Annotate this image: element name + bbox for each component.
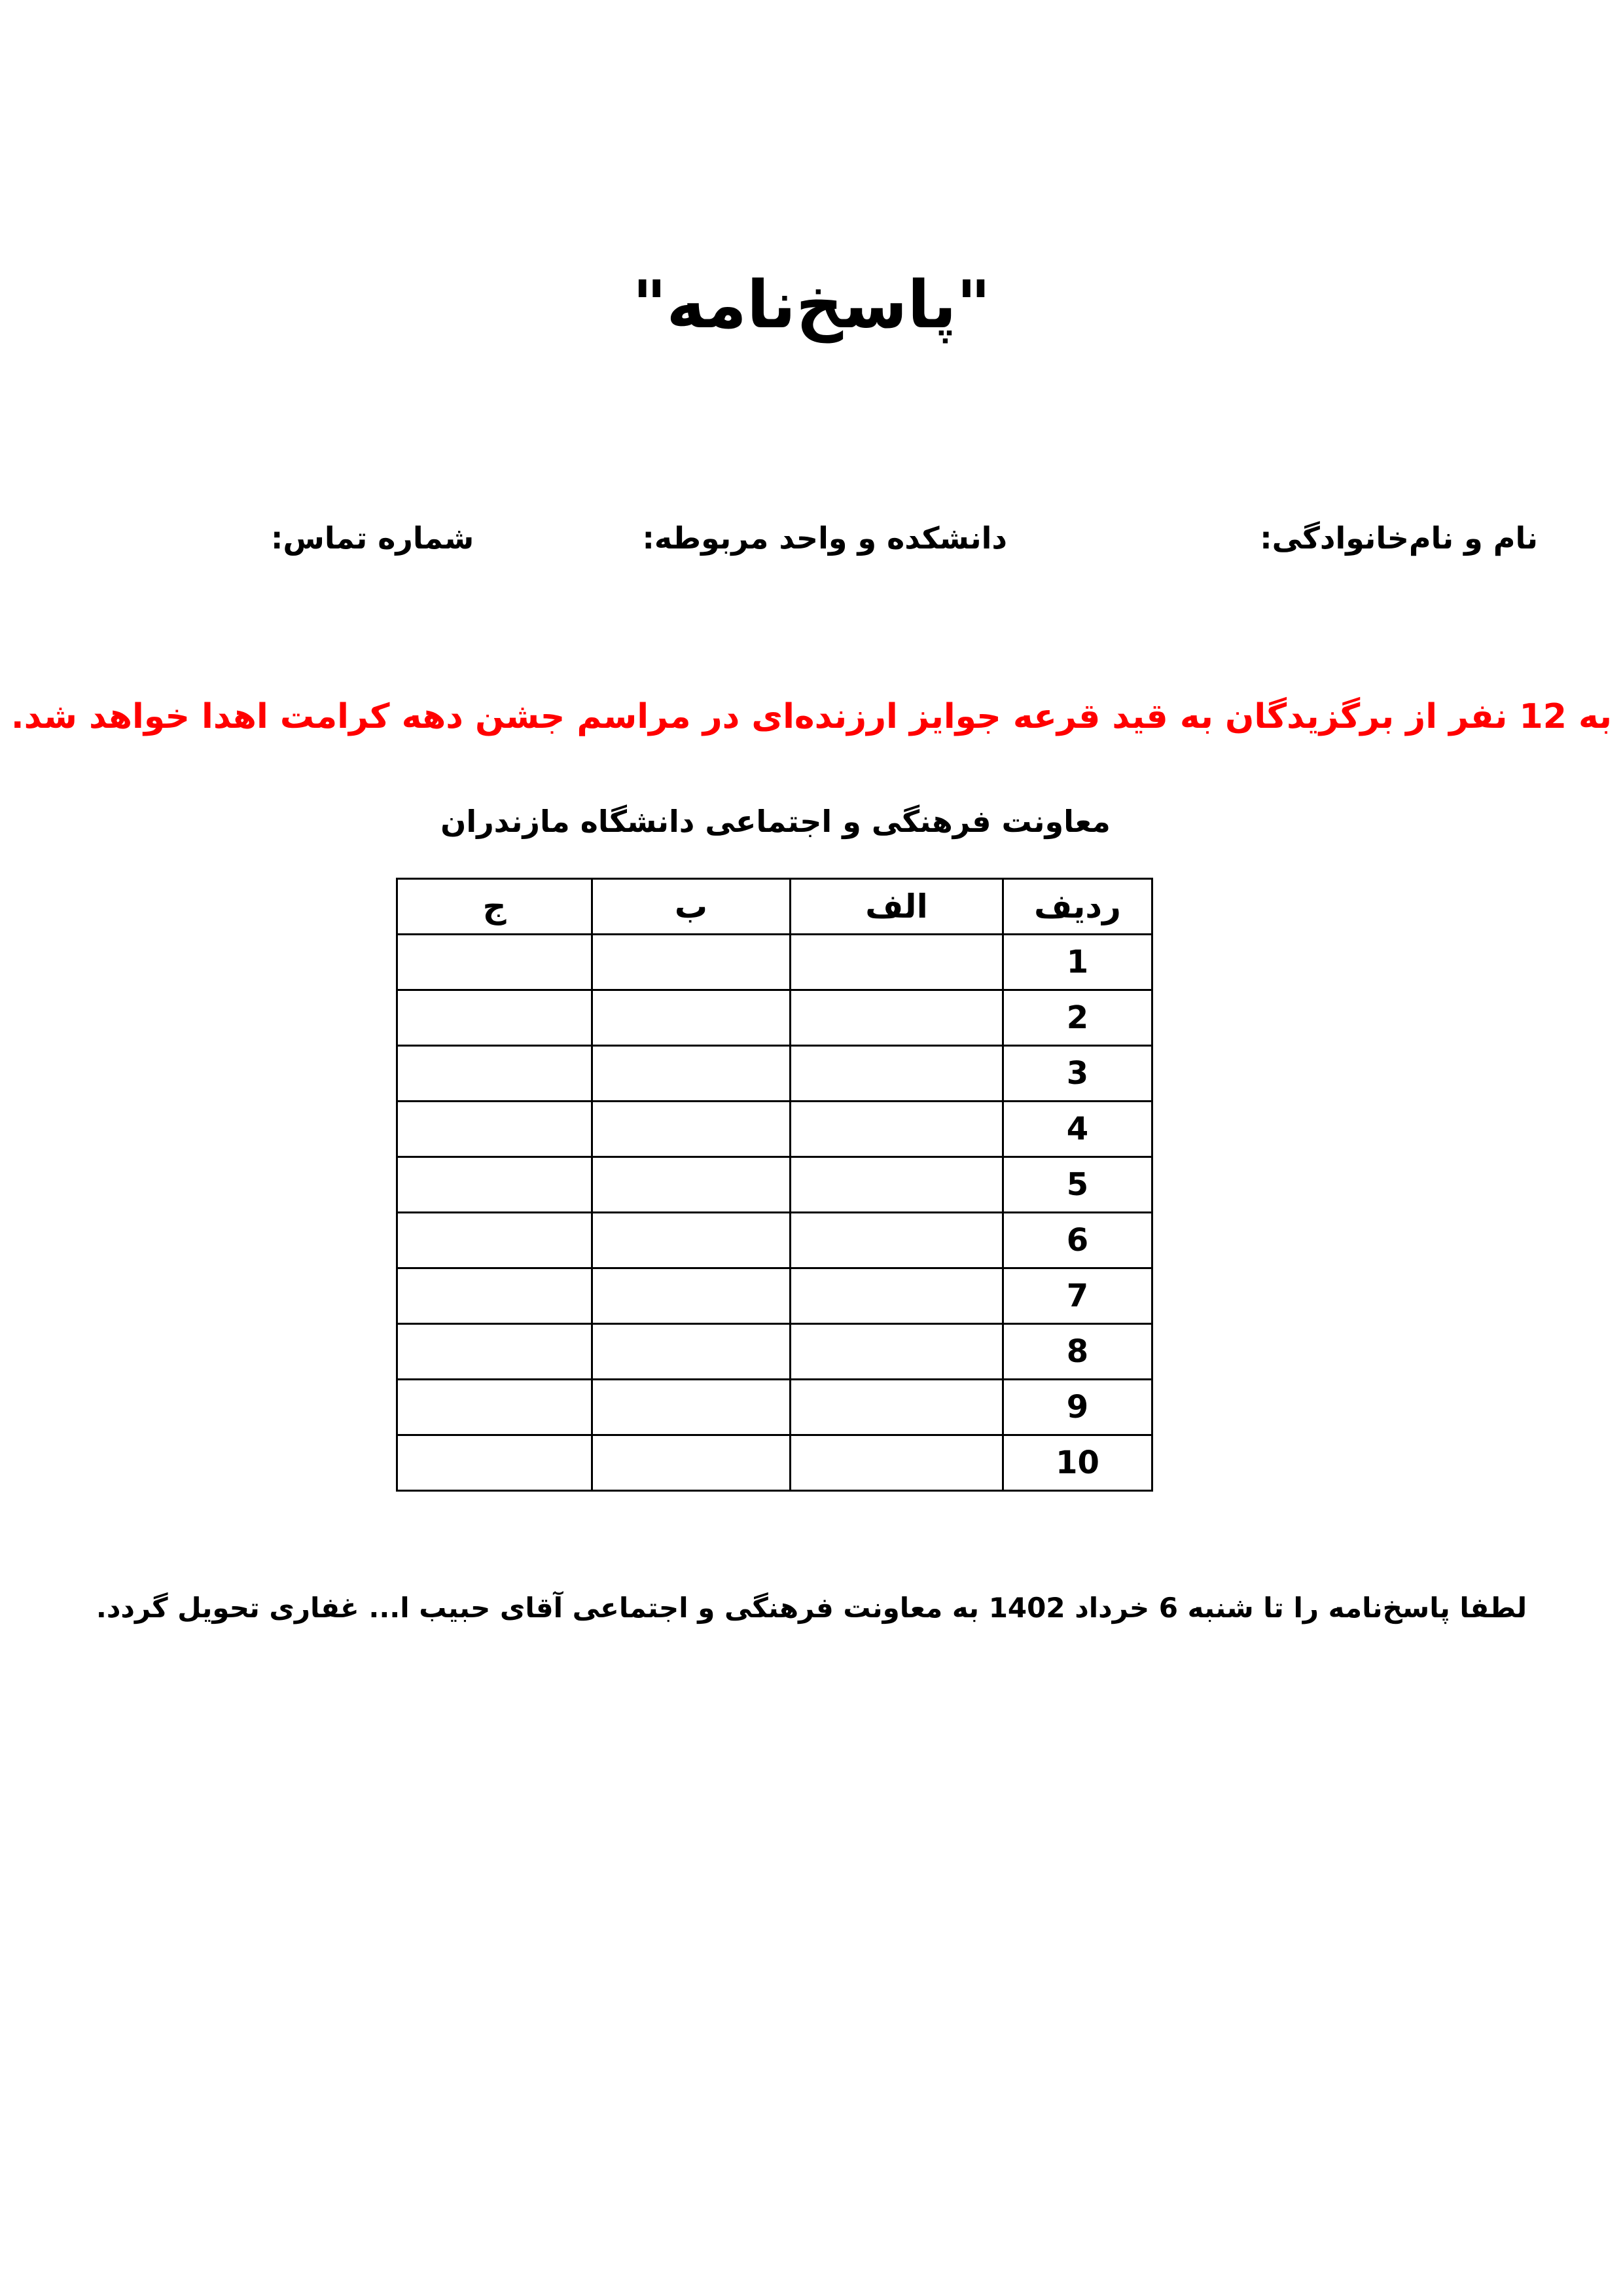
- answer-cell-jim: [397, 1157, 592, 1213]
- answer-cell-jim: [397, 1102, 592, 1157]
- row-number: 4: [1003, 1102, 1152, 1157]
- answer-cell-be: [592, 1268, 791, 1324]
- table-row: [397, 1268, 1152, 1324]
- answer-cell-jim: [397, 1046, 592, 1102]
- table-row: [397, 1380, 1152, 1435]
- row-number: 5: [1003, 1157, 1152, 1213]
- answer-cell-alef: [791, 935, 1003, 990]
- prize-notice: به 12 نفر از برگزیدگان به قید قرعه جوایز ارزنده‌ای در مراسم جشن دهه کرامت اهدا خواهد شد.: [10, 697, 1613, 736]
- answer-cell-alef: [791, 1380, 1003, 1435]
- table-header-row: [397, 879, 1152, 935]
- answer-cell-alef: [791, 1324, 1003, 1380]
- answer-cell-jim: [397, 990, 592, 1046]
- row-number: 8: [1003, 1324, 1152, 1380]
- col-header-alef: الف: [791, 879, 1003, 935]
- table-row: [397, 1324, 1152, 1380]
- table-row: [397, 1157, 1152, 1213]
- col-header-be: ب: [592, 879, 791, 935]
- answer-cell-be: [592, 1213, 791, 1268]
- answer-cell-be: [592, 1380, 791, 1435]
- answer-cell-be: [592, 1435, 791, 1491]
- answer-cell-be: [592, 1324, 791, 1380]
- table-row: [397, 935, 1152, 990]
- answer-cell-alef: [791, 1213, 1003, 1268]
- answer-cell-jim: [397, 1268, 592, 1324]
- answer-cell-jim: [397, 1435, 592, 1491]
- answer-cell-alef: [791, 1268, 1003, 1324]
- table-row: [397, 990, 1152, 1046]
- row-number: 7: [1003, 1268, 1152, 1324]
- answer-cell-alef: [791, 1046, 1003, 1102]
- table-row: [397, 1102, 1152, 1157]
- row-number: 1: [1003, 935, 1152, 990]
- answer-cell-alef: [791, 1102, 1003, 1157]
- answer-cell-be: [592, 935, 791, 990]
- field-label-faculty: دانشکده و واحد مربوطه:: [642, 520, 1007, 556]
- table-row: [397, 1213, 1152, 1268]
- field-label-fullname: نام و نام‌خانوادگی:: [1260, 520, 1538, 556]
- row-number: 2: [1003, 990, 1152, 1046]
- answer-cell-alef: [791, 1157, 1003, 1213]
- answer-cell-alef: [791, 1435, 1003, 1491]
- answer-cell-be: [592, 1102, 791, 1157]
- answer-cell-be: [592, 1046, 791, 1102]
- answer-table: [396, 878, 1153, 1492]
- row-number: 9: [1003, 1380, 1152, 1435]
- answer-cell-jim: [397, 1380, 592, 1435]
- field-label-phone: شماره تماس:: [271, 520, 474, 556]
- answer-cell-be: [592, 990, 791, 1046]
- answer-cell-be: [592, 1157, 791, 1213]
- col-header-jim: ج: [397, 879, 592, 935]
- row-number: 3: [1003, 1046, 1152, 1102]
- page-title: "پاسخ‌نامه": [632, 266, 991, 343]
- answer-cell-jim: [397, 935, 592, 990]
- org-subtitle: معاونت فرهنگی و اجتماعی دانشگاه مازندران: [440, 804, 1111, 839]
- answer-cell-jim: [397, 1213, 592, 1268]
- row-number: 10: [1003, 1435, 1152, 1491]
- col-header-radif: ردیف: [1003, 879, 1152, 935]
- row-number: 6: [1003, 1213, 1152, 1268]
- submission-note: لطفا پاسخ‌نامه را تا شنبه 6 خرداد 1402 به معاونت فرهنگی و اجتماعی آقای حبیب ا... غفاری تحویل گردد.: [96, 1592, 1527, 1624]
- answer-cell-jim: [397, 1324, 592, 1380]
- table-row: [397, 1435, 1152, 1491]
- table-row: [397, 1046, 1152, 1102]
- answer-cell-alef: [791, 990, 1003, 1046]
